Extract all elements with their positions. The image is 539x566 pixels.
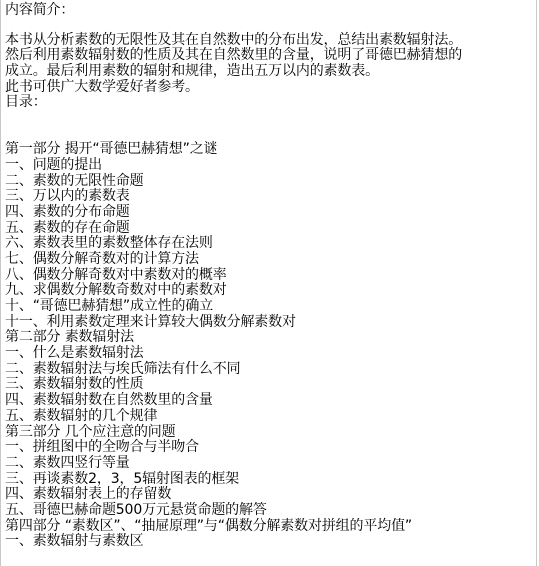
toc-item: 四、素数辐射表上的存留数 xyxy=(5,486,172,503)
toc-item: 一、素数辐射与素数区 xyxy=(5,533,144,550)
toc-item: 三、万以内的素数表 xyxy=(5,188,130,205)
intro-line: 成立。最后利用素数的辐射和规律，造出五万以内的素数表。 xyxy=(5,63,379,80)
intro-section xyxy=(5,33,535,96)
toc-item: 二、素数四竖行等量 xyxy=(5,454,130,471)
toc-item: 五、哥德巴赫命题500万元悬赏命题的解答 xyxy=(5,501,267,518)
toc-item: 十、“哥德巴赫猜想”成立性的确立 xyxy=(5,298,214,314)
toc-part-title: 第四部分 “素数区”、“抽屉原理”与“偶数分解素数对拼组的平均值” xyxy=(5,517,413,534)
toc-item: 九、求偶数分解数奇数对中的素数对 xyxy=(5,282,227,299)
toc-item: 三、素数辐射数的性质 xyxy=(5,376,144,393)
intro-line: 此书可供广大数学爱好者参考。 xyxy=(5,78,199,95)
intro-line: 本书从分析素数的无限性及其在自然数中的分布出发，总结出素数辐射法。 xyxy=(5,31,463,48)
toc-item: 四、素数的分布命题 xyxy=(5,203,130,220)
toc-item: 五、素数的存在命题 xyxy=(5,219,130,236)
toc-item: 一、问题的提出 xyxy=(5,156,102,173)
toc-item: 六、素数表里的素数整体存在法则 xyxy=(5,235,213,252)
toc-part-title: 第一部分 揭开“哥德巴赫猜想”之谜 xyxy=(5,141,218,158)
toc-heading: 目录： xyxy=(5,94,47,111)
toc-item: 一、什么是素数辐射法 xyxy=(5,345,144,362)
toc-item: 五、素数辐射的几个规律 xyxy=(5,407,158,424)
spacer xyxy=(5,19,535,33)
toc-item: 一、拼组图中的全吻合与半吻合 xyxy=(5,439,199,456)
toc-item: 八、偶数分解奇数对中素数对的概率 xyxy=(5,266,227,283)
toc-item: 二、素数的无限性命题 xyxy=(5,172,144,189)
toc-list xyxy=(5,142,535,550)
intro-line: 然后利用素数辐射数的性质及其在自然数里的含量，说明了哥德巴赫猜想的 xyxy=(5,47,463,64)
toc-item: 七、偶数分解奇数对的计算方法 xyxy=(5,250,199,267)
toc-item: 三、再谈素数2，3，5辐射图表的框架 xyxy=(5,470,240,487)
toc-item: 四、素数辐射数在自然数里的含量 xyxy=(5,392,213,409)
toc-item: 二、素数辐射法与埃氏筛法有什么不同 xyxy=(5,360,241,377)
toc-part-title: 第二部分 素数辐射法 xyxy=(5,329,134,346)
spacer xyxy=(5,111,535,142)
toc-part-title: 第三部分 几个应注意的问题 xyxy=(5,423,176,440)
toc-item: 十一、利用素数定理来计算较大偶数分解素数对 xyxy=(5,313,296,330)
heading: 内容简介： xyxy=(5,2,75,18)
document-text xyxy=(5,3,535,550)
